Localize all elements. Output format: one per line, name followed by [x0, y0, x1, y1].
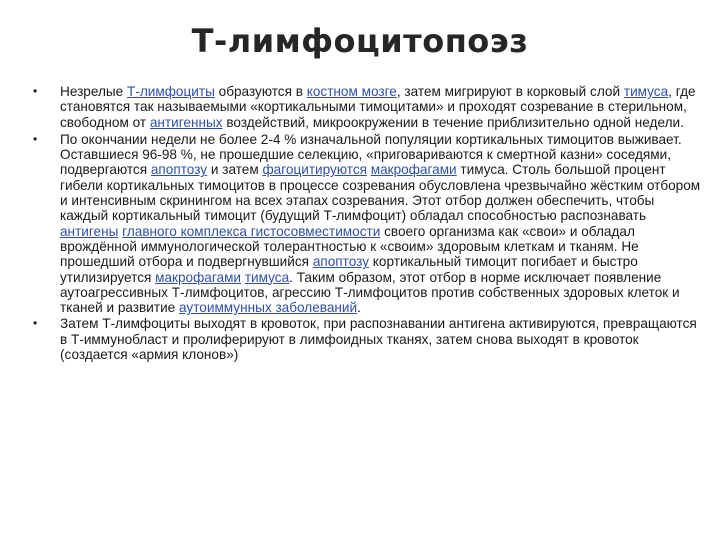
bullet-text-3 [60, 316, 697, 362]
text-run: Незрелые [60, 84, 128, 99]
hyperlink[interactable]: костном мозге [306, 84, 397, 99]
text-run: . Таким образом, этот отбор в норме исключает появление аутоагрессивных Т-лимфоцитов, агрессию Т-лимфоцитов против собственных здоровых клеток и тканей и развитие [60, 269, 680, 316]
hyperlink[interactable]: макрофагами [155, 269, 242, 285]
hyperlink[interactable]: макрофагами [370, 162, 457, 178]
text-run: По окончании недели не более 2-4 % изначальной популяции кортикальных тимоцитов выживает. Оставшиеся 96-98 %, не прошедшие селекцию, «приговариваются к смертной казни» соседями, подвергаются [60, 131, 682, 178]
text-run: тимуса. Столь большой процент гибели кортикальных тимоцитов в процессе созревания обусловлена чрезвычайно жёстким отбором и интенсивным скринингом на всех этапах созревания. Этот отбор должен обеспечить, чтобы каждый кортикальный тимоцит (будущий Т-лимфоцит) обладал способностью распознавать [60, 162, 701, 224]
bullet-item-3 [30, 316, 702, 362]
text-run: воздействий, микроокружении в течение приблизительно одной недели. [222, 114, 684, 130]
bullet-item-1 [30, 84, 702, 130]
hyperlink[interactable]: апоптозу [312, 254, 370, 270]
hyperlink[interactable]: Т-лимфоциты [127, 84, 215, 99]
hyperlink[interactable]: антигены [60, 223, 119, 239]
hyperlink[interactable]: тимуса [244, 269, 290, 285]
hyperlink[interactable]: главного комплекса гистосовместимости [122, 223, 381, 239]
bullet-item-2 [30, 132, 702, 316]
hyperlink[interactable]: фагоцитируются [262, 162, 367, 178]
bullet-dot-icon: • [33, 84, 38, 98]
bullet-text-2 [60, 132, 700, 315]
hyperlink[interactable]: апоптозу [150, 162, 208, 178]
hyperlink[interactable]: тимуса [623, 84, 669, 99]
hyperlink[interactable]: антигенных [149, 114, 223, 130]
text-run: , затем мигрируют в корковый слой [396, 84, 624, 99]
text-run: своего организма как «свои» и обладал врождённой иммунологической толерантностью к «своим» здоровым клеткам и тканям. Не прошедший отбора и подвергнувшийся [60, 223, 639, 270]
slide-title: Т-лимфоцитопоэз [191, 22, 529, 60]
bullet-list [30, 84, 702, 362]
text-run: и затем [207, 162, 263, 178]
text-run: образуются в [214, 84, 307, 99]
bullet-text-1 [60, 84, 696, 130]
bullet-dot-icon: • [33, 131, 38, 146]
text-run: . [357, 300, 361, 316]
bullet-dot-icon: • [33, 316, 38, 331]
text-run: Затем Т-лимфоциты выходят в кровоток, при распознавании антигена активируются, превращаются в Т-иммунобласт и пролиферируют в лимфоидных тканях, затем снова выходят в кровоток (создается «армия клонов») [60, 316, 697, 363]
text-run: , где становятся так называемыми «кортикальными тимоцитами» и проходят созревание в стерильном, свободном от [60, 84, 696, 130]
text-run: кортикальный тимоцит погибает и быстро утилизируется [60, 254, 638, 285]
hyperlink[interactable]: аутоиммунных заболеваний [179, 300, 358, 316]
